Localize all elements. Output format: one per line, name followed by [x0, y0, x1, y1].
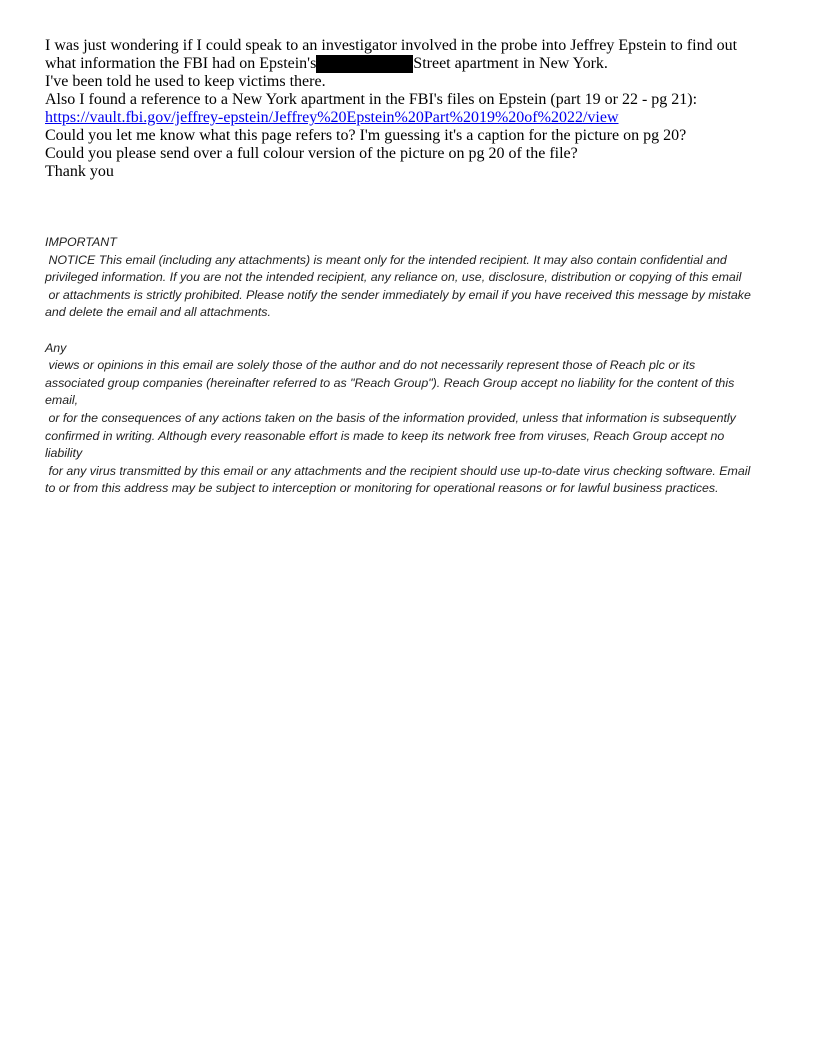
fbi-vault-link[interactable]: https://vault.fbi.gov/jeffrey-epstein/Jeffrey%20Epstein%20Part%2019%20of%2022/view	[45, 109, 619, 126]
email-line-victims: I've been told he used to keep victims there.	[45, 73, 326, 90]
email-body	[45, 37, 775, 181]
email-line-request: Could you please send over a full colour version of the picture on pg 20 of the file?	[45, 145, 578, 162]
email-line-apartment-end: Street apartment in New York.	[413, 55, 608, 72]
disclaimer-notice-paragraph	[45, 252, 773, 322]
disclaimer-line: or for the consequences of any actions taken on the basis of the information provided, unless that information is subsequently	[45, 410, 736, 425]
disclaimer-line: email,	[45, 393, 79, 408]
disclaimer-line: to or from this address may be subject to interception or monitoring for operational reasons or for lawful business practices.	[45, 481, 719, 496]
disclaimer-line: Any	[45, 340, 67, 355]
disclaimer-line: and delete the email and all attachments.	[45, 305, 271, 320]
legal-disclaimer	[45, 234, 773, 498]
disclaimer-line: NOTICE This email (including any attachments) is meant only for the intended recipient. It may also contain confidential and	[45, 252, 727, 267]
redaction-block	[316, 55, 413, 73]
email-line-question: Could you let me know what this page refers to? I'm guessing it's a caption for the picture on pg 20?	[45, 127, 687, 144]
disclaimer-line: privileged information. If you are not the intended recipient, any reliance on, use, disclosure, distribution or copying of this email	[45, 270, 742, 285]
email-line-reference: Also I found a reference to a New York apartment in the FBI's files on Epstein (part 19 or 22 - pg 21):	[45, 91, 698, 108]
email-signoff: Thank you	[45, 163, 114, 180]
disclaimer-line: views or opinions in this email are solely those of the author and do not necessarily represent those of Reach plc or its	[45, 358, 696, 373]
paragraph-spacer	[45, 322, 773, 340]
disclaimer-line: confirmed in writing. Although every reasonable effort is made to keep its network free from viruses, Reach Group accept no	[45, 428, 725, 443]
disclaimer-line: associated group companies (hereinafter referred to as "Reach Group"). Reach Group accept no liability for the content of this	[45, 375, 735, 390]
disclaimer-line: or attachments is strictly prohibited. Please notify the sender immediately by email if you have received this message by mistake	[45, 287, 751, 302]
email-line-apartment	[45, 55, 775, 73]
email-line-inquiry: I was just wondering if I could speak to an investigator involved in the probe into Jeffrey Epstein to find out	[45, 37, 738, 54]
email-line-link-row	[45, 109, 775, 127]
disclaimer-views-paragraph	[45, 340, 773, 498]
disclaimer-line: for any virus transmitted by this email or any attachments and the recipient should use up-to-date virus checking software. Email	[45, 463, 751, 478]
disclaimer-heading: IMPORTANT	[45, 235, 117, 249]
email-line-apartment-start: what information the FBI had on Epstein's	[45, 55, 317, 72]
disclaimer-line: liability	[45, 446, 83, 461]
